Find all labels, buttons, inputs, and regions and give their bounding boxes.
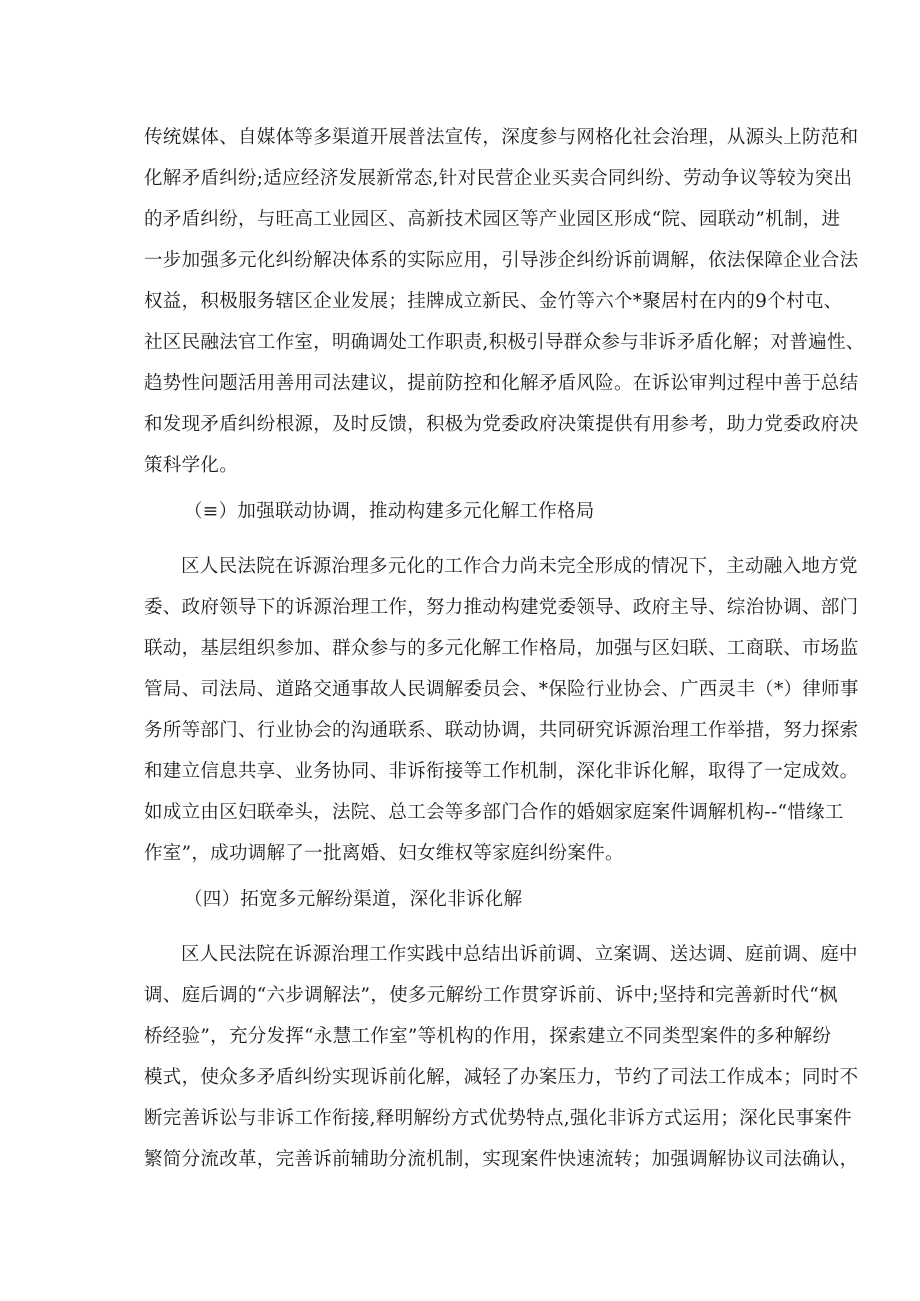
- paragraph-1-line-5: 权益，积极服务辖区企业发展；挂牌成立新民、金竹等六个*聚居村在内的9个村屯、: [144, 291, 843, 312]
- paragraph-2-line-6: 和建立信息共享、业务协同、非诉衔接等工作机制，深化非诉化解，取得了一定成效。: [144, 761, 859, 782]
- paragraph-3-line-2: 调、庭后调的“六步调解法”，使多元解纷工作贯穿诉前、诉中;坚持和完善新时代“枫: [144, 985, 838, 1006]
- paragraph-2-line-2: 委、政府领导下的诉源治理工作，努力推动构建党委领导、政府主导、综治协调、部门: [144, 597, 859, 618]
- paragraph-3-line-3: 桥经验”，充分发挥“永慧工作室”等机构的作用，探索建立不同类型案件的多种解纷: [144, 1026, 832, 1047]
- paragraph-1-line-2: 化解矛盾纠纷;适应经济发展新常态,针对民营企业买卖合同纠纷、劳动争议等较为突出: [144, 168, 853, 189]
- paragraph-3-line-5: 断完善诉讼与非诉工作衔接,释明解纷方式优势特点,强化非诉方式运用；深化民事案件: [144, 1108, 852, 1129]
- paragraph-2-line-7: 如成立由区妇联牵头，法院、总工会等多部门合作的婚姻家庭案件调解机构--“惜缘工: [144, 802, 844, 823]
- paragraph-2-line-1: 区人民法院在诉源治理多元化的工作合力尚未完全形成的情况下，主动融入地方党: [181, 556, 858, 577]
- paragraph-1-line-8: 和发现矛盾纠纷根源，及时反馈，积极为党委政府决策提供有用参考，助力党委政府决: [144, 414, 859, 435]
- paragraph-3-line-1: 区人民法院在诉源治理工作实践中总结出诉前调、立案调、送达调、庭前调、庭中: [181, 944, 858, 965]
- paragraph-1-line-7: 趋势性问题活用善用司法建议，提前防控和化解矛盾风险。在诉讼审判过程中善于总结: [144, 373, 859, 394]
- section-heading-3: （≡）加强联动协调，推动构建多元化解工作格局: [184, 501, 595, 522]
- paragraph-1-line-4: 一步加强多元化纠纷解决体系的实际应用，引导涉企纠纷诉前调解，依法保障企业合法: [144, 250, 859, 271]
- paragraph-1-line-6: 社区民融法官工作室，明确调处工作职责,积极引导群众参与非诉矛盾化解；对普遍性、: [144, 332, 865, 353]
- section-heading-4: （四）拓宽多元解纷渠道，深化非诉化解: [184, 889, 523, 910]
- paragraph-1-line-3: 的矛盾纠纷，与旺高工业园区、高新技术园区等产业园区形成“院、园联动”机制，进: [144, 209, 841, 230]
- paragraph-1-line-1: 传统媒体、自媒体等多渠道开展普法宣传，深度参与网格化社会治理，从源头上防范和: [144, 127, 859, 148]
- paragraph-1-line-9: 策科学化。: [144, 455, 239, 476]
- paragraph-2-line-8: 作室”，成功调解了一批离婚、妇女维权等家庭纠纷案件。: [144, 843, 624, 864]
- paragraph-2-line-4: 管局、司法局、道路交通事故人民调解委员会、*保险行业协会、广西灵丰（*）律师事: [144, 679, 859, 700]
- paragraph-2-line-5: 务所等部门、行业协会的沟通联系、联动协调，共同研究诉源治理工作举措，努力探索: [144, 720, 859, 741]
- paragraph-3-line-6: 繁简分流改革，完善诉前辅助分流机制，实现案件快速流转；加强调解协议司法确认，: [144, 1149, 859, 1170]
- paragraph-3-line-4: 模式，使众多矛盾纠纷实现诉前化解，减轻了办案压力，节约了司法工作成本；同时不: [144, 1067, 859, 1088]
- paragraph-2-line-3: 联动，基层组织参加、群众参与的多元化解工作格局，加强与区妇联、工商联、市场监: [144, 638, 859, 659]
